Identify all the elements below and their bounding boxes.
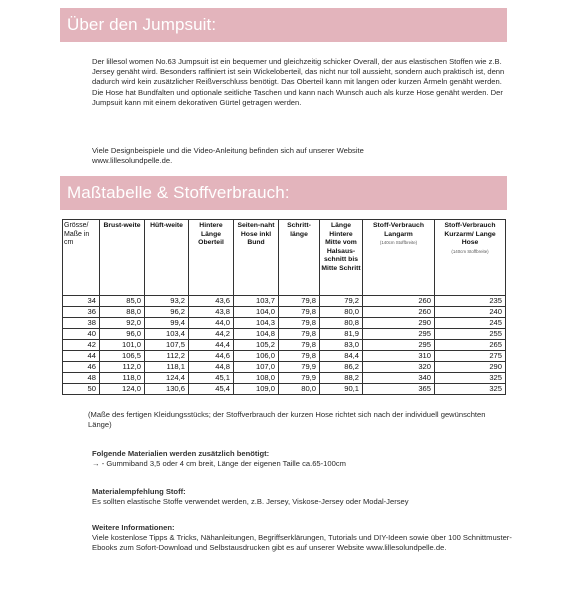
table-cell: 320 <box>363 362 435 373</box>
fabric-heading: Materialempfehlung Stoff: <box>92 487 186 496</box>
table-cell: 109,0 <box>234 384 279 395</box>
table-cell: 107,0 <box>234 362 279 373</box>
table-header-cell <box>320 220 363 296</box>
table-header-cell <box>435 220 506 296</box>
table-cell: 34 <box>63 296 100 307</box>
table-cell: 86,2 <box>320 362 363 373</box>
table-cell: 103,7 <box>234 296 279 307</box>
table-header-label: Stoff-Verbrauch Langarm <box>373 222 424 238</box>
table-header-cell <box>189 220 234 296</box>
table-cell: 84,4 <box>320 351 363 362</box>
table-cell: 260 <box>363 307 435 318</box>
table-cell: 275 <box>435 351 506 362</box>
table-header-cell <box>363 220 435 296</box>
table-cell: 38 <box>63 318 100 329</box>
table-cell: 44 <box>63 351 100 362</box>
table-header-label: Brust-weite <box>103 222 141 229</box>
table-row <box>63 318 506 329</box>
table-cell: 99,4 <box>145 318 189 329</box>
table-cell: 81,9 <box>320 329 363 340</box>
table-cell: 90,1 <box>320 384 363 395</box>
table-cell: 255 <box>435 329 506 340</box>
table-cell: 240 <box>435 307 506 318</box>
table-cell: 106,0 <box>234 351 279 362</box>
table-cell: 260 <box>363 296 435 307</box>
table-row <box>63 384 506 395</box>
more-info-section <box>92 523 512 554</box>
table-header-cell <box>279 220 320 296</box>
table-cell: 96,2 <box>145 307 189 318</box>
table-cell: 40 <box>63 329 100 340</box>
table-cell: 83,0 <box>320 340 363 351</box>
table-header-cell <box>234 220 279 296</box>
table-cell: 124,0 <box>100 384 145 395</box>
table-cell: 80,8 <box>320 318 363 329</box>
table-cell: 103,4 <box>145 329 189 340</box>
size-table-header-row <box>63 220 506 296</box>
table-row <box>63 329 506 340</box>
designs-info <box>92 146 512 166</box>
table-cell: 45,4 <box>189 384 234 395</box>
table-row <box>63 362 506 373</box>
table-cell: 42 <box>63 340 100 351</box>
table-cell: 118,0 <box>100 373 145 384</box>
table-header-label: Grösse/ Maße in cm <box>64 222 90 247</box>
more-info-text: Viele kostenlose Tipps & Tricks, Nähanleitungen, Begriffserklärungen, Tutorials und DIY-Ideen sowie über 100 Schnittmuster-Ebooks zum Sofort-Download und Selbstausdrucken gibt es auf unserer Website www.lillesolundpelle.de. <box>92 533 512 553</box>
table-cell: 88,0 <box>100 307 145 318</box>
table-header-label: Hüft-weite <box>150 222 183 229</box>
table-cell: 79,8 <box>279 307 320 318</box>
intro-text <box>92 57 512 108</box>
table-cell: 310 <box>363 351 435 362</box>
table-cell: 44,8 <box>189 362 234 373</box>
table-cell: 290 <box>363 318 435 329</box>
section-heading-size-table: Maßtabelle & Stoffverbrauch: <box>60 176 507 210</box>
section-heading-jumpsuit: Über den Jumpsuit: <box>60 8 507 42</box>
intro-paragraph-2: Die Hose hat Bundfalten und optionale seitliche Taschen und kann nach Wunsch auch als kurze Hose genäht werden. Der Jumpsuit kann mit einem dekorativen Gürtel getragen werden. <box>92 87 503 107</box>
table-row <box>63 307 506 318</box>
table-row <box>63 340 506 351</box>
table-cell: 43,8 <box>189 307 234 318</box>
table-cell: 108,0 <box>234 373 279 384</box>
table-cell: 124,4 <box>145 373 189 384</box>
more-info-heading: Weitere Informationen: <box>92 523 175 532</box>
table-cell: 79,8 <box>279 340 320 351</box>
table-cell: 44,4 <box>189 340 234 351</box>
table-cell: 92,0 <box>100 318 145 329</box>
table-cell: 107,5 <box>145 340 189 351</box>
materials-item: → - Gummiband 3,5 oder 4 cm breit, Länge der eigenen Taille ca.65-100cm <box>92 459 346 469</box>
table-cell: 43,6 <box>189 296 234 307</box>
table-row <box>63 373 506 384</box>
table-cell: 79,8 <box>279 296 320 307</box>
table-cell: 79,8 <box>279 351 320 362</box>
intro-paragraph-1: Der lillesol women No.63 Jumpsuit ist ein bequemer und gleichzeitig schicker Overall, der aus elastischen Stoffen wie z.B. Jersey genäht wird. Besonders raffiniert ist sein Wickeloberteil, das nicht nur toll aussieht, sondern auch praktisch ist, denn dadurch wird kein zusätzlicher Reißverschluss benötigt. Das Oberteil kann mit langen oder kurzen Ärmeln genäht werden. <box>92 57 505 87</box>
table-cell: 44,2 <box>189 329 234 340</box>
size-table <box>62 219 506 395</box>
table-note: (Maße des fertigen Kleidungsstücks; der Stoffverbrauch der kurzen Hose richtet sich nach der individuell gewünschten Länge) <box>88 410 486 430</box>
table-header-cell <box>100 220 145 296</box>
table-cell: 295 <box>363 329 435 340</box>
table-cell: 80,0 <box>279 384 320 395</box>
table-cell: 79,8 <box>279 318 320 329</box>
table-cell: 88,2 <box>320 373 363 384</box>
table-cell: 85,0 <box>100 296 145 307</box>
materials-heading: Folgende Materialien werden zusätzlich benötigt: <box>92 449 270 458</box>
table-cell: 340 <box>363 373 435 384</box>
table-cell: 112,0 <box>100 362 145 373</box>
table-cell: 365 <box>363 384 435 395</box>
table-cell: 93,2 <box>145 296 189 307</box>
table-cell: 105,2 <box>234 340 279 351</box>
designs-line-1: Viele Designbeispiele und die Video-Anleitung befinden sich auf unserer Website <box>92 146 364 155</box>
table-cell: 290 <box>435 362 506 373</box>
table-header-cell <box>63 220 100 296</box>
table-cell: 106,5 <box>100 351 145 362</box>
table-cell: 46 <box>63 362 100 373</box>
table-cell: 48 <box>63 373 100 384</box>
table-cell: 79,9 <box>279 362 320 373</box>
table-header-label: Schritt-länge <box>287 222 311 238</box>
table-cell: 44,6 <box>189 351 234 362</box>
table-cell: 104,3 <box>234 318 279 329</box>
table-cell: 79,2 <box>320 296 363 307</box>
fabric-section <box>92 487 512 507</box>
table-cell: 235 <box>435 296 506 307</box>
table-cell: 101,0 <box>100 340 145 351</box>
table-cell: 50 <box>63 384 100 395</box>
table-cell: 79,9 <box>279 373 320 384</box>
table-cell: 112,2 <box>145 351 189 362</box>
table-cell: 96,0 <box>100 329 145 340</box>
table-cell: 44,0 <box>189 318 234 329</box>
designs-website: www.lillesolundpelle.de. <box>92 156 173 166</box>
table-cell: 245 <box>435 318 506 329</box>
table-cell: 325 <box>435 384 506 395</box>
table-cell: 104,8 <box>234 329 279 340</box>
table-cell: 118,1 <box>145 362 189 373</box>
table-cell: 79,8 <box>279 329 320 340</box>
table-header-label: Seiten-naht Hose inkl Bund <box>237 222 275 247</box>
table-cell: 265 <box>435 340 506 351</box>
fabric-text: Es sollten elastische Stoffe verwendet werden, z.B. Jersey, Viskose-Jersey oder Modal-Jersey <box>92 497 409 507</box>
table-header-note: (140cm Stoffbreite) <box>451 248 489 254</box>
table-header-label: Hintere Länge Oberteil <box>198 222 224 247</box>
table-row <box>63 351 506 362</box>
table-cell: 295 <box>363 340 435 351</box>
table-cell: 130,6 <box>145 384 189 395</box>
table-cell: 325 <box>435 373 506 384</box>
table-header-label: Stoff-Verbrauch Kurzarm/ Lange Hose <box>444 222 496 247</box>
table-header-note: (140cm Stoffbreite) <box>379 240 418 246</box>
table-header-label: Länge Hintere Mitte vom Halsaus-schnitt bis Mitte Schritt <box>321 222 361 272</box>
table-cell: 45,1 <box>189 373 234 384</box>
table-cell: 80,0 <box>320 307 363 318</box>
table-cell: 104,0 <box>234 307 279 318</box>
table-header-cell <box>145 220 189 296</box>
materials-section <box>92 449 512 469</box>
table-cell: 36 <box>63 307 100 318</box>
table-row <box>63 296 506 307</box>
size-table-body <box>63 296 506 395</box>
